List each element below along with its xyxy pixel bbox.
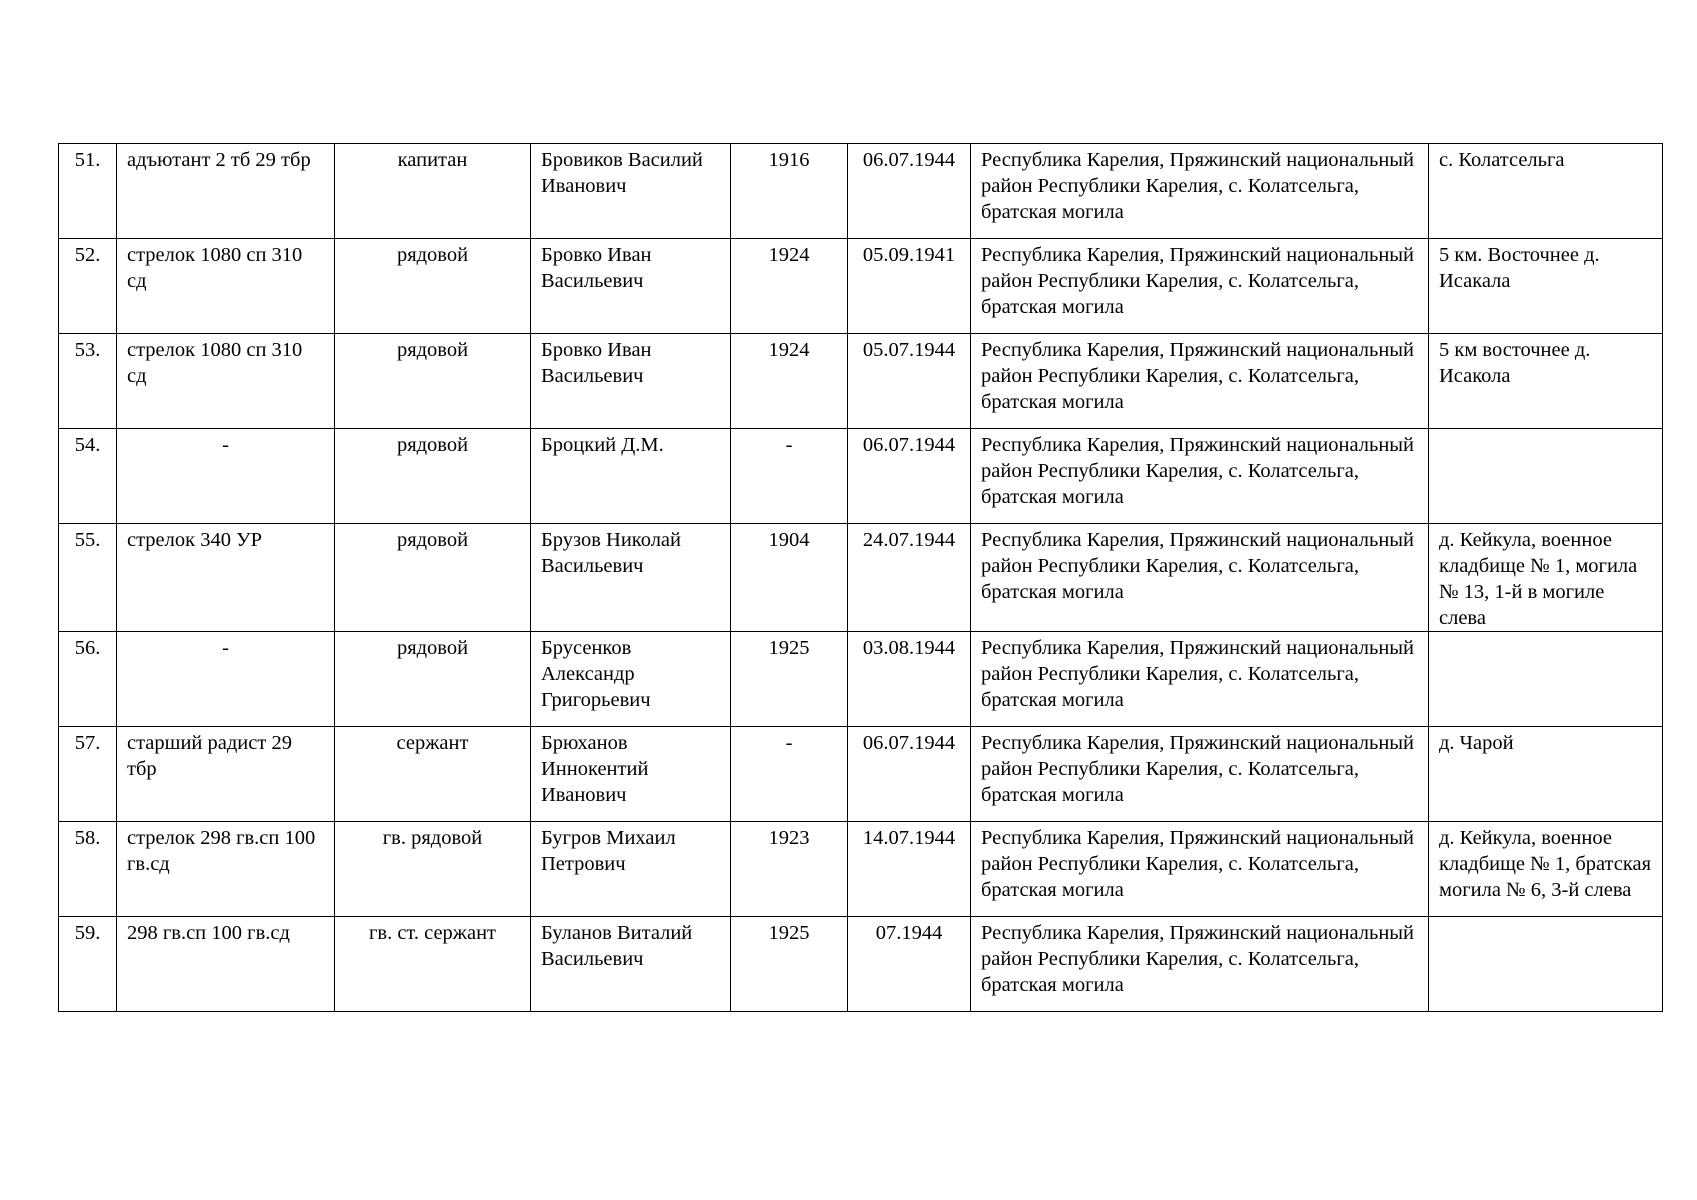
burial-registry-table [58,143,1663,1012]
unit-cell: 298 гв.сп 100 гв.сд [117,917,335,1012]
row-number: 57. [59,727,117,822]
rank-cell: рядовой [335,429,531,524]
death-date-cell: 07.1944 [848,917,971,1012]
rank-cell: капитан [335,144,531,239]
document-page [58,143,1662,1012]
row-number: 58. [59,822,117,917]
death-date-cell: 24.07.1944 [848,524,971,632]
table-row [59,239,1663,334]
original-burial-cell: д. Чарой [1429,727,1663,822]
birth-year-cell: - [731,727,848,822]
rank-cell: сержант [335,727,531,822]
name-cell: Бровиков Василий Иванович [531,144,731,239]
death-date-cell: 14.07.1944 [848,822,971,917]
unit-cell: старший радист 29 тбр [117,727,335,822]
birth-year-cell: 1924 [731,334,848,429]
row-number: 56. [59,632,117,727]
birth-year-cell: 1904 [731,524,848,632]
unit-cell: стрелок 1080 сп 310 сд [117,334,335,429]
death-date-cell: 05.09.1941 [848,239,971,334]
unit-cell: - [117,429,335,524]
name-cell: Брузов Николай Васильевич [531,524,731,632]
birth-year-cell: 1924 [731,239,848,334]
name-cell: Броцкий Д.М. [531,429,731,524]
original-burial-cell: д. Кейкула, военное кладбище № 1, могила № 13, 1-й в могиле слева [1429,524,1663,632]
unit-cell: стрелок 298 гв.сп 100 гв.сд [117,822,335,917]
death-date-cell: 06.07.1944 [848,727,971,822]
birth-year-cell: 1925 [731,917,848,1012]
original-burial-cell [1429,917,1663,1012]
burial-place-cell: Республика Карелия, Пряжинский национальный район Республики Карелия, с. Колатсельга, братская могила [971,429,1429,524]
rank-cell: рядовой [335,632,531,727]
burial-place-cell: Республика Карелия, Пряжинский национальный район Республики Карелия, с. Колатсельга, братская могила [971,632,1429,727]
death-date-cell: 06.07.1944 [848,144,971,239]
table-row [59,144,1663,239]
burial-place-cell: Республика Карелия, Пряжинский национальный район Республики Карелия, с. Колатсельга, братская могила [971,917,1429,1012]
birth-year-cell: 1923 [731,822,848,917]
original-burial-cell: 5 км. Восточнее д. Исакала [1429,239,1663,334]
burial-place-cell: Республика Карелия, Пряжинский национальный район Республики Карелия, с. Колатсельга, братская могила [971,727,1429,822]
original-burial-cell: 5 км восточнее д. Исакола [1429,334,1663,429]
rank-cell: рядовой [335,239,531,334]
table-row [59,632,1663,727]
burial-place-cell: Республика Карелия, Пряжинский национальный район Республики Карелия, с. Колатсельга, братская могила [971,822,1429,917]
burial-place-cell: Республика Карелия, Пряжинский национальный район Республики Карелия, с. Колатсельга, братская могила [971,239,1429,334]
original-burial-cell [1429,429,1663,524]
row-number: 52. [59,239,117,334]
table-row [59,334,1663,429]
row-number: 55. [59,524,117,632]
birth-year-cell: 1925 [731,632,848,727]
rank-cell: рядовой [335,334,531,429]
unit-cell: - [117,632,335,727]
rank-cell: рядовой [335,524,531,632]
table-row [59,429,1663,524]
death-date-cell: 06.07.1944 [848,429,971,524]
burial-place-cell: Республика Карелия, Пряжинский национальный район Республики Карелия, с. Колатсельга, братская могила [971,334,1429,429]
row-number: 54. [59,429,117,524]
name-cell: Бугров Михаил Петрович [531,822,731,917]
death-date-cell: 03.08.1944 [848,632,971,727]
row-number: 53. [59,334,117,429]
birth-year-cell: 1916 [731,144,848,239]
burial-place-cell: Республика Карелия, Пряжинский национальный район Республики Карелия, с. Колатсельга, братская могила [971,144,1429,239]
name-cell: Брюханов Иннокентий Иванович [531,727,731,822]
table-row [59,524,1663,632]
death-date-cell: 05.07.1944 [848,334,971,429]
table-row [59,727,1663,822]
burial-place-cell: Республика Карелия, Пряжинский национальный район Республики Карелия, с. Колатсельга, братская могила [971,524,1429,632]
table-row [59,822,1663,917]
name-cell: Бровко Иван Васильевич [531,334,731,429]
name-cell: Бровко Иван Васильевич [531,239,731,334]
row-number: 51. [59,144,117,239]
name-cell: Буланов Виталий Васильевич [531,917,731,1012]
unit-cell: адъютант 2 тб 29 тбр [117,144,335,239]
birth-year-cell: - [731,429,848,524]
unit-cell: стрелок 340 УР [117,524,335,632]
row-number: 59. [59,917,117,1012]
rank-cell: гв. рядовой [335,822,531,917]
rank-cell: гв. ст. сержант [335,917,531,1012]
original-burial-cell: д. Кейкула, военное кладбище № 1, братская могила № 6, 3-й слева [1429,822,1663,917]
original-burial-cell: с. Колатсельга [1429,144,1663,239]
original-burial-cell [1429,632,1663,727]
name-cell: Брусенков Александр Григорьевич [531,632,731,727]
table-row [59,917,1663,1012]
table-body [59,144,1663,1012]
unit-cell: стрелок 1080 сп 310 сд [117,239,335,334]
